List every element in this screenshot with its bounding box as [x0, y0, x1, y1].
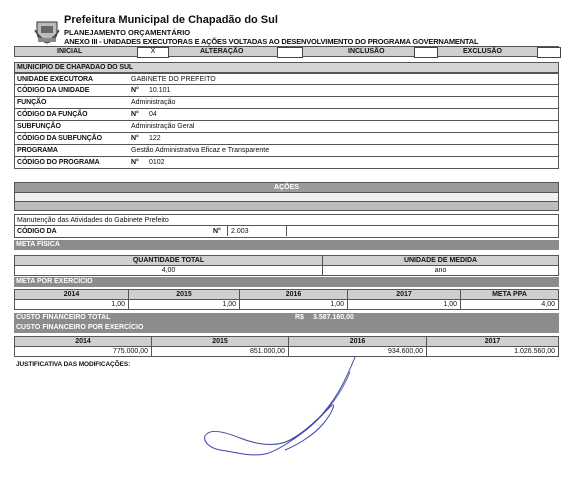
programa-value: Gestão Administrativa Eficaz e Transparente	[131, 147, 270, 154]
status-exclusao-label: EXCLUSÃO	[463, 48, 502, 55]
custo-exercicio-v-3	[427, 347, 558, 356]
funcao-label: FUNÇÃO	[17, 99, 47, 106]
meta-fisica-unidade-header	[323, 256, 558, 265]
meta-exercicio-header	[14, 289, 559, 300]
subfuncao-value: Administração Geral	[131, 123, 195, 130]
justificativa-label: JUSTIFICATIVA DAS MODIFICAÇÕES:	[16, 361, 131, 368]
codigo-programa-row	[14, 157, 559, 169]
acao-codigo-n: N°	[213, 228, 221, 235]
acoes-spacer-row-2	[14, 202, 559, 211]
meta-exercicio-v-0-text: 1,00	[111, 301, 125, 308]
meta-fisica-header	[14, 255, 559, 266]
meta-exercicio-title-text: META POR EXERCÍCIO	[16, 278, 93, 285]
meta-fisica-values	[14, 266, 559, 276]
custo-exercicio-h-2-text: 2016	[349, 338, 366, 345]
meta-exercicio-values	[14, 300, 559, 310]
custo-exercicio-h-0	[15, 337, 152, 346]
custo-exercicio-v-2-text: 934.600,00	[387, 348, 423, 355]
programa-row	[14, 145, 559, 157]
subfuncao-row	[14, 121, 559, 133]
custo-total-value: 3.587.160,00	[313, 314, 354, 321]
custo-exercicio-h-3-text: 2017	[484, 338, 501, 345]
codigo-subfuncao-label: CÓDIGO DA SUBFUNÇÃO	[17, 135, 102, 142]
meta-exercicio-h-2-text: 2016	[285, 291, 302, 298]
codigo-unidade-label: CÓDIGO DA UNIDADE	[17, 87, 90, 94]
codigo-subfuncao-n: N°	[131, 135, 139, 142]
meta-fisica-unidade-label: UNIDADE DE MEDIDA	[403, 257, 478, 264]
meta-fisica-unidade-value: ano	[434, 267, 447, 274]
subfuncao-label: SUBFUNÇÃO	[17, 123, 61, 130]
custo-total-currency: R$	[295, 314, 304, 321]
acoes-title: AÇÕES	[274, 184, 299, 191]
meta-exercicio-v-3	[348, 300, 461, 309]
annex-title: ANEXO III - UNIDADES EXECUTORAS E AÇÕES VOLTADAS AO DESENVOLVIMENTO DO PROGRAMA GOVERNAMENTAL	[64, 37, 479, 46]
custo-exercicio-header	[14, 336, 559, 347]
custo-exercicio-v-0	[15, 347, 152, 356]
unidade-executora-label: UNIDADE EXECUTORA	[17, 76, 93, 83]
meta-exercicio-h-4-text: META PPA	[492, 291, 527, 298]
acao-name: Manutenção das Atividades do Gabinete Prefeito	[17, 217, 169, 224]
meta-exercicio-v-2	[240, 300, 348, 309]
acao-codigo-label: CÓDIGO DA	[17, 228, 57, 235]
codigo-subfuncao-row	[14, 133, 559, 145]
meta-exercicio-v-1-text: 1,00	[222, 301, 236, 308]
codigo-programa-label: CÓDIGO DO PROGRAMA	[17, 159, 100, 166]
meta-fisica-qtd-header	[15, 256, 323, 265]
acoes-spacer-row	[14, 193, 559, 202]
acoes-section-title	[14, 182, 559, 193]
municipality-title: Prefeitura Municipal de Chapadão do Sul	[64, 14, 278, 26]
codigo-unidade-value: 10.101	[149, 87, 171, 94]
meta-fisica-title	[14, 240, 559, 250]
meta-fisica-qtd-cell	[15, 266, 323, 275]
acao-name-row	[14, 214, 559, 226]
department-title: PLANEJAMENTO ORÇAMENTÁRIO	[64, 28, 191, 37]
status-alteracao-label: ALTERAÇÃO	[200, 48, 244, 55]
funcao-value: Administração	[131, 99, 176, 106]
custo-exercicio-h-3	[427, 337, 558, 346]
custo-exercicio-h-1	[152, 337, 289, 346]
codigo-subfuncao-value: 122	[149, 135, 161, 142]
codigo-unidade-n: N°	[131, 87, 139, 94]
meta-exercicio-h-1	[129, 290, 240, 299]
status-alteracao-checkbox[interactable]	[277, 47, 303, 58]
custo-exercicio-title	[14, 323, 559, 333]
codigo-programa-n: N°	[131, 159, 139, 166]
status-bar	[14, 46, 559, 57]
meta-exercicio-v-2-text: 1,00	[330, 301, 344, 308]
unidade-executora-row	[14, 73, 559, 85]
custo-total-row	[14, 313, 559, 323]
meta-exercicio-v-3-text: 1,00	[443, 301, 457, 308]
custo-exercicio-h-1-text: 2015	[212, 338, 228, 345]
codigo-unidade-row	[14, 85, 559, 97]
programa-label: PROGRAMA	[17, 147, 58, 154]
custo-total-label: CUSTO FINANCEIRO TOTAL	[16, 314, 111, 321]
meta-fisica-qtd-label: QUANTIDADE TOTAL	[132, 257, 205, 264]
custo-exercicio-h-2	[289, 337, 427, 346]
meta-exercicio-title	[14, 277, 559, 287]
funcao-row	[14, 97, 559, 109]
status-inclusao-checkbox[interactable]	[414, 47, 438, 58]
meta-fisica-qtd-value: 4,00	[161, 267, 176, 274]
meta-exercicio-h-2	[240, 290, 348, 299]
codigo-funcao-label: CÓDIGO DA FUNÇÃO	[17, 111, 88, 118]
municipio-section-title: MUNICIPIO DE CHAPADAO DO SUL	[14, 62, 559, 73]
codigo-funcao-n: N°	[131, 111, 139, 118]
codigo-funcao-row	[14, 109, 559, 121]
meta-exercicio-h-3	[348, 290, 461, 299]
meta-exercicio-v-4	[461, 300, 558, 309]
custo-exercicio-title-text: CUSTO FINANCEIRO POR EXERCÍCIO	[16, 324, 144, 331]
status-inicial-checkbox[interactable]: X	[137, 47, 169, 58]
acao-codigo-row	[14, 226, 559, 238]
codigo-funcao-value: 04	[149, 111, 157, 118]
status-exclusao-checkbox[interactable]	[537, 47, 561, 58]
custo-exercicio-v-3-text: 1.026.560,00	[514, 348, 555, 355]
meta-exercicio-v-4-text: 4,00	[541, 301, 555, 308]
meta-exercicio-h-4	[461, 290, 558, 299]
status-inclusao-label: INCLUSÃO	[348, 48, 385, 55]
custo-exercicio-v-1-text: 851.000,00	[249, 348, 285, 355]
acao-codigo-value: 2.003	[231, 228, 249, 235]
meta-exercicio-v-0	[15, 300, 129, 309]
meta-exercicio-v-1	[129, 300, 240, 309]
meta-exercicio-h-1-text: 2015	[176, 291, 192, 298]
unidade-executora-value: GABINETE DO PREFEITO	[131, 76, 216, 83]
signature	[195, 352, 380, 462]
meta-fisica-unidade-cell	[323, 266, 558, 275]
meta-exercicio-h-3-text: 2017	[396, 291, 412, 298]
custo-exercicio-v-0-text: 775.000,00	[112, 348, 148, 355]
codigo-programa-value: 0102	[149, 159, 165, 166]
municipal-logo	[34, 18, 60, 44]
meta-fisica-title-text: META FÍSICA	[16, 241, 60, 248]
meta-exercicio-h-0-text: 2014	[63, 291, 80, 298]
status-inicial-label: INICIAL	[57, 48, 83, 55]
custo-exercicio-h-0-text: 2014	[75, 338, 91, 345]
meta-exercicio-h-0	[15, 290, 129, 299]
